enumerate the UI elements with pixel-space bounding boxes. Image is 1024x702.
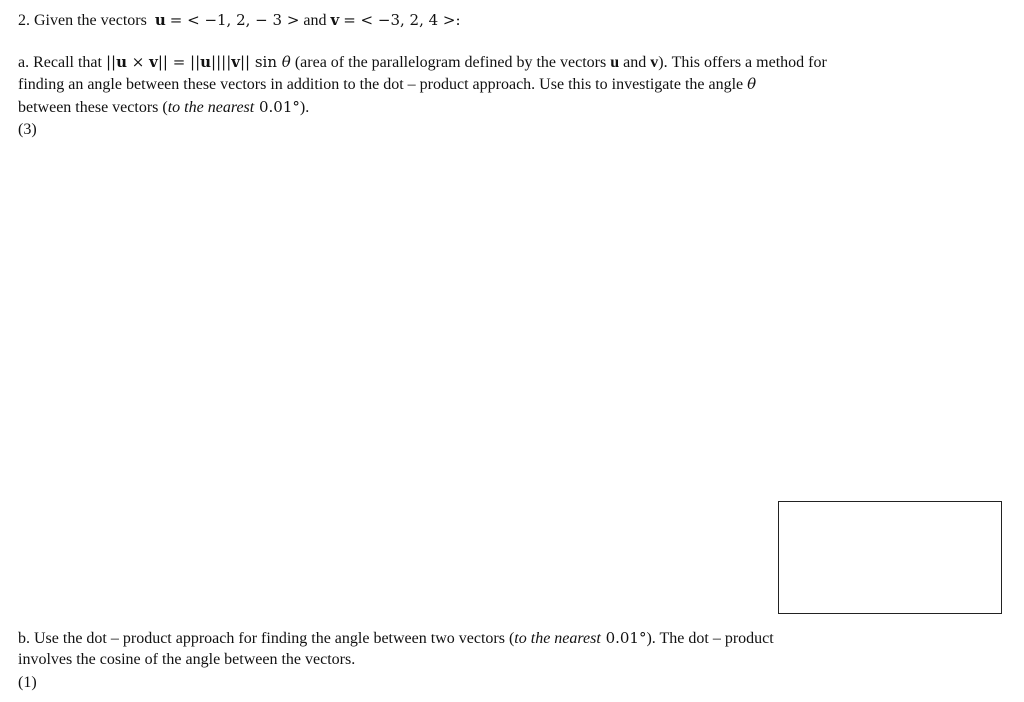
and-word: and [303, 12, 327, 29]
vector-u: u [116, 53, 127, 71]
norm-equals: || = || [157, 53, 201, 71]
vector-v-value: = < −3, 2, 4 >: [343, 11, 461, 29]
part-a-marks: (3) [18, 121, 37, 138]
precision-value: 0.01° [254, 98, 300, 116]
vector-u: u [200, 53, 212, 71]
part-a-line-3 [18, 96, 309, 119]
norm-sin: || sin [239, 53, 282, 71]
norm-bar: |||| [211, 53, 232, 71]
nearest-text: to the nearest [514, 630, 601, 647]
part-b-line-2: involves the cosine of the angle between the vectors. [18, 651, 356, 668]
question-intro: Given the vectors [34, 12, 147, 29]
part-a-text: a. Recall that [18, 54, 106, 71]
part-b-text: ). The dot – product [646, 630, 774, 647]
vector-u: u [610, 54, 620, 71]
answer-box[interactable] [778, 501, 1002, 614]
question-number: 2. [18, 12, 30, 29]
vector-v: v [231, 53, 240, 71]
theta-symbol: θ [281, 53, 291, 71]
part-b-line-1 [18, 627, 774, 650]
vector-v: v [149, 53, 158, 71]
cross-symbol: × [126, 53, 150, 71]
part-a-text: ). [299, 99, 310, 116]
nearest-text: to the nearest [167, 99, 255, 116]
part-a-text: finding an angle between these vectors in addition to the dot – product approach. Use this to investigate the angle [18, 76, 748, 93]
part-a-text: (area of the parallelogram defined by the vectors [290, 54, 611, 71]
precision-value: 0.01° [600, 629, 647, 647]
part-a-line-1 [18, 51, 827, 74]
theta-symbol: θ [747, 75, 757, 93]
vector-u-symbol: u [154, 11, 166, 29]
norm-bar: || [105, 53, 117, 71]
part-a-text: between these vectors ( [18, 99, 168, 116]
vector-v-symbol: v [330, 11, 340, 29]
part-a-text: ). This offers a method for [658, 54, 827, 71]
part-a-line-2 [18, 73, 756, 96]
vector-u-value: = < −1, 2, − 3 > [169, 11, 300, 29]
part-b-marks: (1) [18, 674, 37, 691]
part-a-text: and [619, 54, 651, 71]
question-heading [18, 9, 461, 32]
part-b-text: b. Use the dot – product approach for finding the angle between two vectors ( [18, 630, 515, 647]
vector-v: v [650, 54, 659, 71]
